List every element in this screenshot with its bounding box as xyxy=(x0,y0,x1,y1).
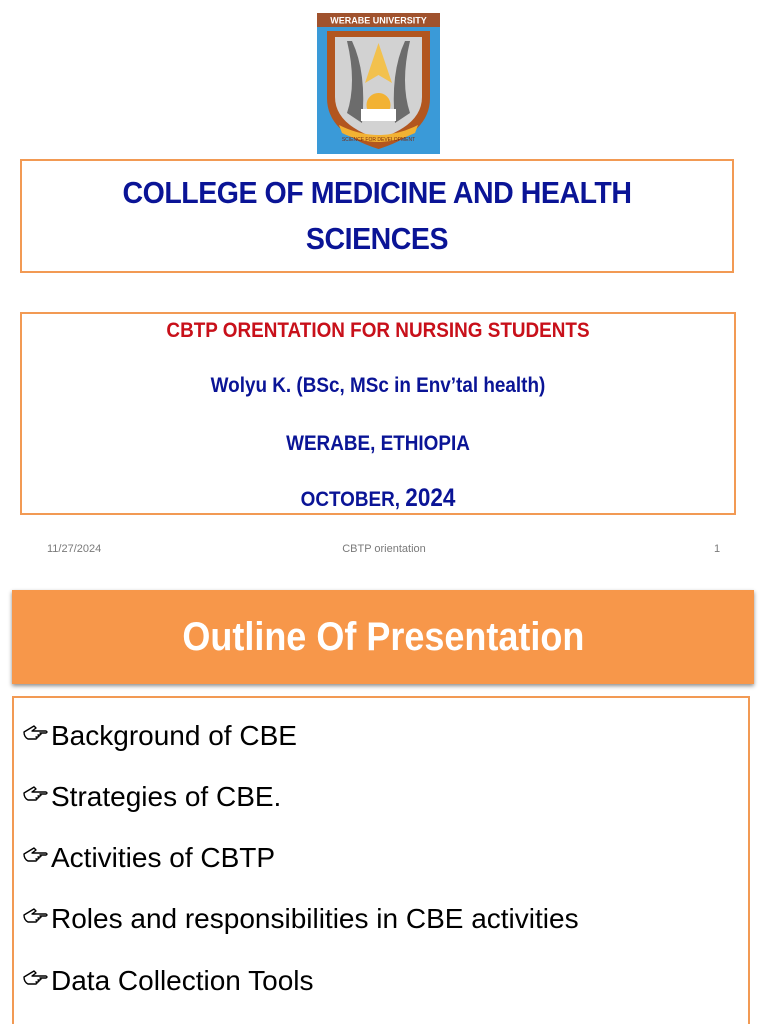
list-item xyxy=(22,781,281,813)
pointing-hand-icon xyxy=(22,902,50,924)
list-item xyxy=(22,720,297,752)
location: WERABE, ETHIOPIA xyxy=(286,432,470,455)
footer-title: CBTP orientation xyxy=(342,543,426,555)
logo-top-text: WERABE UNIVERSITY xyxy=(330,15,427,26)
list-item-label: Background of CBE xyxy=(51,720,297,751)
list-item xyxy=(22,965,314,997)
orientation-info-box xyxy=(20,312,736,515)
list-item xyxy=(22,842,275,874)
logo-motto-text: SCIENCE FOR DEVELOPMENT xyxy=(341,137,416,143)
list-item-label: Roles and responsibilities in CBE activities xyxy=(51,903,579,934)
college-title-box xyxy=(20,159,734,273)
presentation-month: OCTOBER, xyxy=(300,488,401,511)
college-title: COLLEGE OF MEDICINE AND HEALTH SCIENCES xyxy=(122,175,632,256)
footer-page-number: 1 xyxy=(714,543,721,555)
list-item-label: Activities of CBTP xyxy=(51,842,276,873)
orientation-subtitle: CBTP ORENTATION FOR NURSING STUDENTS xyxy=(166,319,590,342)
outline-list xyxy=(12,696,750,1024)
list-item-label: Strategies of CBE. xyxy=(51,781,282,812)
presenter-name: Wolyu K. (BSc, MSc in Env’tal health) xyxy=(210,374,546,397)
pointing-hand-icon xyxy=(22,964,50,986)
list-item-label: Data Collection Tools xyxy=(51,965,314,996)
outline-title: Outline Of Presentation xyxy=(181,614,585,659)
pointing-hand-icon xyxy=(22,841,50,863)
presentation-date xyxy=(58,484,699,513)
outline-banner xyxy=(12,590,754,684)
university-logo xyxy=(317,13,440,154)
pointing-hand-icon xyxy=(22,719,50,741)
footer-date: 11/27/2024 xyxy=(47,543,102,555)
presentation-year: 2024 xyxy=(405,484,456,512)
list-item xyxy=(22,903,579,935)
pointing-hand-icon xyxy=(22,780,50,802)
